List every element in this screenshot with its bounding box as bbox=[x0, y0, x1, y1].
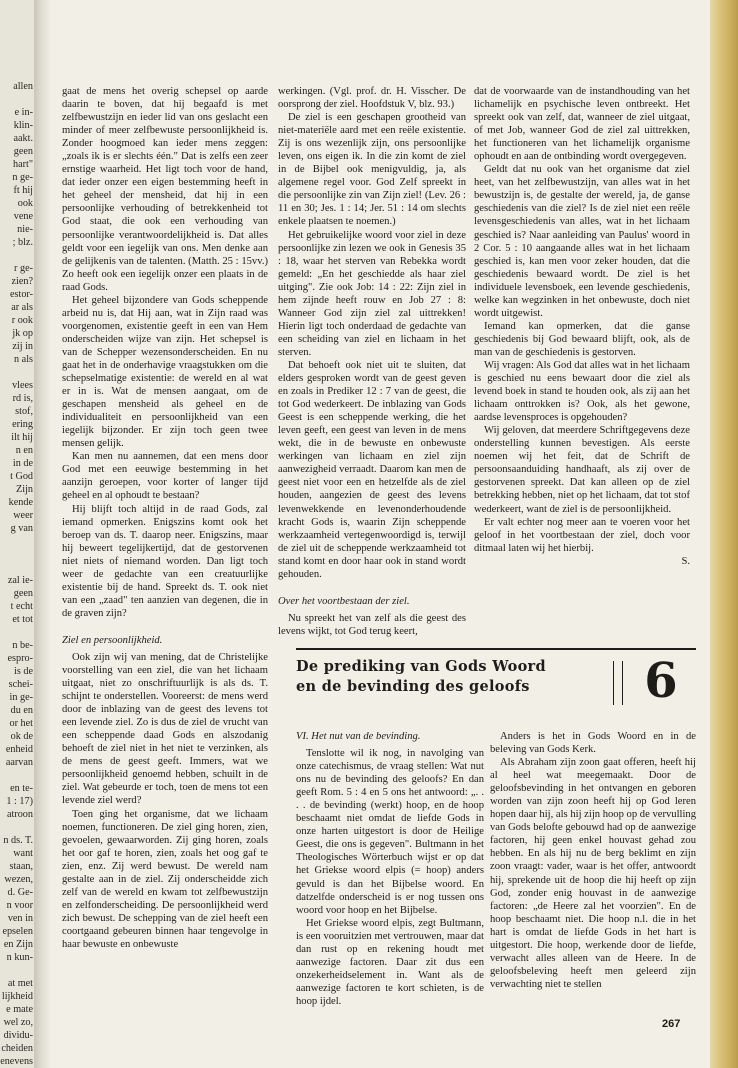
margin-fragment: vene bbox=[13, 211, 33, 222]
margin-fragment: enevens bbox=[0, 1056, 33, 1067]
paragraph: Tenslotte wil ik nog, in navolging van onze catechismus, de vraag stellen: Wat nut ons nu de bevinding des geloofs? En dan geeft Rom. 5 : 4 en 5 ons het antwoord: „. . . . de bevinding (werkt) hoop, en de hoop beschaamt niet omdat de liefde Gods in onze harten uitgestort is door de Heilige Geest, die ons is gegeven". Bultmann in het Theologisches Wörterbuch wijst er op dat het Griekse woord elpis (= hoop) anders gevuld is dan het Bijbelse woord. En datzelfde onderscheid is er nog tussen ons woord voor hoop en het Bijbelse. bbox=[296, 748, 484, 916]
margin-fragment: cheiden bbox=[1, 1043, 33, 1054]
margin-fragment: g van bbox=[10, 523, 33, 534]
paragraph: werkingen. (Vgl. prof. dr. H. Visscher. De oorsprong der ziel. Hoofdstuk V, blz. 93.) bbox=[278, 86, 466, 111]
column-3 bbox=[474, 85, 690, 625]
margin-fragment: n voor bbox=[6, 900, 33, 911]
paragraph: De ziel is een geschapen grootheid van niet-materiële aard met een reële existentie. Zij is ons wezenlijk zijn, ons persoonlijke leven, ons eigen ik. In die zin komt de ziel in de Bijbel ook menigvuldig, ja, als algemene regel voor. God Zelf spreekt in die persoonlijke zin van Zijn ziel! (Lev. 26 : 11 en 30; Jes. 1 : 14; Jer. 51 : 14 om slechts enkele plaatsen te noemen.) bbox=[278, 112, 466, 228]
paragraph: Geldt dat nu ook van het organisme dat ziel heet, van het zelfbewustzijn, van alles wat in het bewustzijn is, de gestalte der wereld, ja, de ganse geschiedenis van die ziel? Is de ziel niet een reële levensgeschiedenis van alles, wat in het lichaam geschied is? Naar aanleiding van Paulus' woord in 2 Cor. 5 : 10 aangaande alles wat in het lichaam geschied is, kan men voor zeker houden, dat die geschiedenis bewaard wordt. De ziel is het individuele levensboek, een levende geschiedenis, welke kan wegzinken in het onbewuste, doch niet wordt uitgewist. bbox=[474, 164, 690, 319]
margin-fragment: en te- bbox=[10, 783, 33, 794]
margin-fragment: ; blz. bbox=[12, 237, 33, 248]
margin-fragment bbox=[0, 366, 33, 379]
margin-fragment: enheid bbox=[5, 744, 33, 755]
margin-fragment: t God bbox=[10, 471, 33, 482]
page-edge bbox=[710, 0, 738, 1068]
margin-fragment: r ook bbox=[11, 315, 33, 326]
margin-fragment bbox=[0, 769, 33, 782]
margin-fragment: aarvan bbox=[5, 757, 33, 768]
margin-fragment: en Zijn bbox=[3, 939, 33, 950]
margin-fragment: n ds. T. bbox=[3, 835, 33, 846]
margin-fragment: hart" bbox=[13, 159, 33, 170]
margin-fragment: dividu- bbox=[3, 1030, 33, 1041]
margin-fragment: lijkheid bbox=[1, 991, 33, 1002]
margin-fragment: zij in bbox=[12, 341, 33, 352]
margin-fragment bbox=[0, 561, 33, 574]
margin-fragment: t echt bbox=[10, 601, 33, 612]
margin-fragment: d. Ge- bbox=[7, 887, 33, 898]
paragraph: Dat behoeft ook niet uit te sluiten, dat elders gesproken wordt van de geest geven en zoals in Prediker 12 : 7 van de geest, die tot God wederkeert. De inblazing van Gods Geest is een scheppende werking, die het leven geeft, een geest van leven in de mens wekt, die in de bewuste en onbewuste werkingen van lichaam en ziel zijn aanwezigheid verraadt. Daarom kan men de geest niet voor een en hetzelfde als de ziel houden, aangezien de geest des levens levenwekkende en levenonderhoudende kracht Gods is, waarin Zijn scheppende werkzaamheid vertegenwoordigd is, terwijl de ziel uit de scheppende werkzaamheid tot stand komt en door haar ook in stand wordt gehouden. bbox=[278, 359, 466, 580]
margin-fragment: schei- bbox=[8, 679, 33, 690]
margin-fragment: geen bbox=[13, 146, 33, 157]
margin-fragment: nie- bbox=[17, 224, 33, 235]
margin-fragment: stof, bbox=[15, 406, 33, 417]
margin-fragment: n be- bbox=[12, 640, 33, 651]
paragraph: Ook zijn wij van mening, dat de Christelijke voorstelling van een ziel, die van het lichaam uitgaat, niet zo onschriftuurlijk is als ds. T. schijnt te onderstellen. Vooreerst: de mens werd door de inblazing van de geest des levens tot een levende ziel. Zo is dus de ziel de vrucht van een scheppende daad Gods en alszodanig behoeft de ziel niet in het niet te verzinken, als de mens de geest geeft. Immers, wat we persoonlijkheid genoemd hebben, schuilt in de ziel. Wat gebeurde er toch, toen de mens tot een levende ziel werd? bbox=[62, 651, 268, 807]
section-header bbox=[296, 655, 696, 711]
margin-fragment: or het bbox=[9, 718, 33, 729]
margin-fragment bbox=[0, 93, 33, 106]
paragraph: Anders is het in Gods Woord en in de beleving van Gods Kerk. bbox=[490, 731, 696, 756]
subheading: VI. Het nut van de bevinding. bbox=[296, 731, 421, 742]
subheading: Ziel en persoonlijkheid. bbox=[62, 634, 163, 646]
subheading: Over het voortbestaan der ziel. bbox=[278, 595, 410, 607]
previous-page-text-fragments bbox=[0, 80, 33, 1068]
decorative-bracket bbox=[613, 661, 623, 705]
margin-fragment: n en bbox=[15, 445, 33, 456]
margin-fragment bbox=[0, 535, 33, 548]
margin-fragment: in de bbox=[12, 458, 33, 469]
margin-fragment: vlees bbox=[12, 380, 33, 391]
paragraph: Als Abraham zijn zoon gaat offeren, heeft hij al heel wat meegemaakt. Door de geloofsbevinding in het ontvangen en geboren worden van zijn zoon heeft hij op God leren hopen daar hij, als hij zijn hoop op de vervulling van Gods belofte gebouwd had op de aanwezige factoren, hij geen enkel houvast gehad zou hebben. En als hij nu de berg beklimt en zijn zoon vraagt: vader, waar is het offer, antwoordt hij, sprekende uit de hoop die hij heeft op zijn God, zonder enig houvast in de aanwezige factoren: „de Heere zal het voorzien". En de hoop beschaamt niet. Die hoop n.l. die in het hart is omdat de liefde Gods in het hart is uitgestort. Die hoop, werkende door de liefde, verwacht alles alleen van de Heere. In de geloofsbeleving heeft men geleerd zijn verwachting niet te stellen bbox=[490, 757, 696, 990]
margin-fragment: espro- bbox=[7, 653, 33, 664]
margin-fragment: in ge- bbox=[9, 692, 33, 703]
paragraph: Kan men nu aannemen, dat een mens door God met een eeuwige bestemming in het aanzijn geroepen, voor korter of langer tijd geheel en al ophoudt te bestaan? bbox=[62, 451, 268, 502]
margin-fragment: geen bbox=[13, 588, 33, 599]
paragraph: Iemand kan opmerken, dat die ganse geschiedenis bij God bewaard blijft, ook, als de man van de geschiedenis is gestorven. bbox=[474, 320, 690, 358]
paragraph: Hij blijft toch altijd in de raad Gods, zal iemand opmerken. Enigszins komt ook het beroep van ds. T. daarop neer. Enigszins, maar hij beweert tegelijkertijd, dat de gestorvenen niet niets of niemand worden. Dan ligt toch weer de gedachte van een creatuurlijke existentie bij de hand. Spreekt ds. T. ook niet van een „zaad" ten aanzien van degenen, die in de graven zijn? bbox=[62, 503, 268, 619]
margin-fragment: at met bbox=[7, 978, 33, 989]
margin-fragment: rd is, bbox=[12, 393, 33, 404]
section-title-line: en de bevinding des geloofs bbox=[296, 678, 530, 695]
margin-fragment bbox=[0, 626, 33, 639]
margin-fragment: estor- bbox=[10, 289, 33, 300]
margin-fragment: r ge- bbox=[14, 263, 33, 274]
margin-fragment: e in- bbox=[14, 107, 33, 118]
signature: S. bbox=[681, 555, 690, 567]
section-number: 6 bbox=[644, 653, 678, 709]
margin-fragment: kende bbox=[8, 497, 33, 508]
margin-fragment: zien? bbox=[11, 276, 33, 287]
paragraph: gaat de mens het overig schepsel op aarde daarin te boven, dat hij begaafd is met zelfbewustzijn en ieder lid van ons geslacht een minder of meer zelfbewuste persoonlijkheid is. Zonder hoogmoed kan ieder mens zeggen: „zoals ik is er slechts één." Dat is zelfs een zeer ernstige waarheid. Het ligt toch voor de hand, dat ieder onzer een eigen bestemming heeft in het geheel der mensheid, dat hij in een persoonlijke verhouding of betrekkenheid tot God staat, die ook een verhouding van persoonlijke verantwoordelijkheid is. Dat alles geldt voor een iegelijk van ons. Men denke aan de gelijkenis van de talenten. (Matth. 25 : 15vv.) Zo heeft ook een iegelijk onzer een plaats in de raad Gods. bbox=[62, 86, 268, 293]
column-1 bbox=[62, 85, 268, 985]
margin-fragment bbox=[0, 249, 33, 262]
margin-fragment: n als bbox=[14, 354, 33, 365]
margin-fragment: weer bbox=[13, 510, 33, 521]
margin-fragment bbox=[0, 964, 33, 977]
column-2 bbox=[278, 85, 466, 637]
margin-fragment: is de bbox=[14, 666, 33, 677]
paragraph: Wij geloven, dat meerdere Schriftgegevens deze onderstelling kunnen bevestigen. Als eerste noemen wij het feit, dat de Schrift de persoonsaanduiding handhaaft, als zij over de gestorvenen spreekt. Dat kan alleen op de ziel betrekking hebben, niet op het lichaam, dat tot stof wederkeert, want de ziel is de persoonlijkheid. bbox=[474, 425, 690, 515]
column-4 bbox=[296, 730, 484, 1030]
margin-fragment: jk op bbox=[12, 328, 33, 339]
margin-fragment: ven in bbox=[7, 913, 33, 924]
margin-fragment: staan, bbox=[9, 861, 33, 872]
column-5 bbox=[490, 730, 696, 1030]
margin-fragment: 1 : 17) bbox=[6, 796, 33, 807]
paragraph: dat de voorwaarde van de instandhouding van het lichamelijk en psychische leven ontbreekt. Het spreekt ook van zelf, dat, wanneer de ziel uitgaat, of met Job, wanneer God de ziel zal uittrekken, het functioneren van het lichamelijk organisme ophoudt en aan de ontbinding wordt overgegeven. bbox=[474, 86, 690, 163]
margin-fragment: epselen bbox=[2, 926, 33, 937]
section-title bbox=[296, 657, 596, 697]
section-title-line: De prediking van Gods Woord bbox=[296, 658, 546, 675]
margin-fragment: wezen, bbox=[4, 874, 33, 885]
margin-fragment: klin- bbox=[13, 120, 33, 131]
margin-fragment: allen bbox=[13, 81, 33, 92]
book-gutter bbox=[34, 0, 50, 1068]
margin-fragment bbox=[0, 548, 33, 561]
margin-fragment: aakt. bbox=[13, 133, 33, 144]
margin-fragment: et tot bbox=[12, 614, 33, 625]
margin-fragment: zal ie- bbox=[7, 575, 33, 586]
margin-fragment: Zijn bbox=[16, 484, 33, 495]
margin-fragment: ar als bbox=[11, 302, 33, 313]
margin-fragment: ering bbox=[12, 419, 33, 430]
paragraph: Het geheel bijzondere van Gods scheppende arbeid nu is, dat Hij aan, wat in Zijn raad was voorgenomen, existentie geeft in een van Hem onderscheiden wijze van zijn. Het schepsel is van de Schepper wezensonderscheiden. En nu gaat het in de onderhavige vraagstukken om die schepselmatige existentie: de wereld en al wat er in is. Wat de mensen aangaat, om de geschapen mensheid als geheel en de individualiteit en persoonlijkheid van een iegelijk bijzonder. Er zijn toch geen twee mensen gelijk. bbox=[62, 294, 268, 450]
paragraph: Wij vragen: Als God dat alles wat in het lichaam is geschied nu eens bewaart door die ziel als levend boek in stand te houden ook, als zij aan het lichaam onttrokken is? Ook, als het gewone, aardse levensproces is opgehouden? bbox=[474, 359, 690, 424]
margin-fragment: ok de bbox=[10, 731, 33, 742]
margin-fragment: wel zo, bbox=[3, 1017, 33, 1028]
paragraph: Nu spreekt het van zelf als die geest des levens wijkt, tot God terug keert, bbox=[278, 612, 466, 637]
margin-fragment: n ge- bbox=[12, 172, 33, 183]
margin-fragment: want bbox=[13, 848, 33, 859]
margin-fragment: e mate bbox=[6, 1004, 33, 1015]
section-rule bbox=[296, 648, 696, 650]
margin-fragment: n kun- bbox=[6, 952, 33, 963]
paragraph: Het gebruikelijke woord voor ziel in deze persoonlijke zin lezen we ook in Genesis 35 : 18, waar het sterven van Rebekka wordt gemeld: „En het geschiedde als haar ziel uitging". Zie ook Job: 14 : 22: Zijn ziel in hem zijnde heeft rouw en Job 27 : 8: Wanneer God zijn ziel zal uittrekken! Hierin ligt toch onderdaad de gedachte van een scheiding van ziel en lichaam in het sterven. bbox=[278, 229, 466, 358]
paragraph: Het Griekse woord elpis, zegt Bultmann, is een vooruitzien met vertrouwen, maar dat dan rust op en rekening houdt met aanwezige factoren. Daar zit dus een onzekerheidselement in. Want als de aanwezige factoren te kort schieten, is de hoop ijdel. bbox=[296, 917, 484, 1007]
paragraph: Er valt echter nog meer aan te voeren voor het geloof in het voortbestaan der ziel, doch voor ditmaal laten wij het hierbij. bbox=[474, 516, 690, 554]
margin-fragment bbox=[0, 821, 33, 834]
margin-fragment: ilt hij bbox=[11, 432, 33, 443]
page-number: 267 bbox=[662, 1018, 681, 1030]
margin-fragment: du en bbox=[10, 705, 33, 716]
margin-fragment: atroon bbox=[6, 809, 33, 820]
margin-fragment: ook bbox=[17, 198, 33, 209]
margin-fragment: ft hij bbox=[13, 185, 33, 196]
paragraph: Toen ging het organisme, dat we lichaam noemen, functioneren. De ziel ging horen, zien, gevoelen, gewaarworden. Zij ging horen, zoals het oor gaf te horen, zien, zoals het oog gaf te zien, enz. Zij werd bewust. De wereld nam gestalte aan in de ziel. Zij onderscheidde zich zelf van de wereld en kwam tot zelfbewustzijn en zelfonderscheiding. De persoonlijkheid werd zich bewust. De schepping van de ziel heeft een coortgaand gebeuren binnen haar tengevolge in haar bewuste en onbewuste bbox=[62, 808, 268, 950]
